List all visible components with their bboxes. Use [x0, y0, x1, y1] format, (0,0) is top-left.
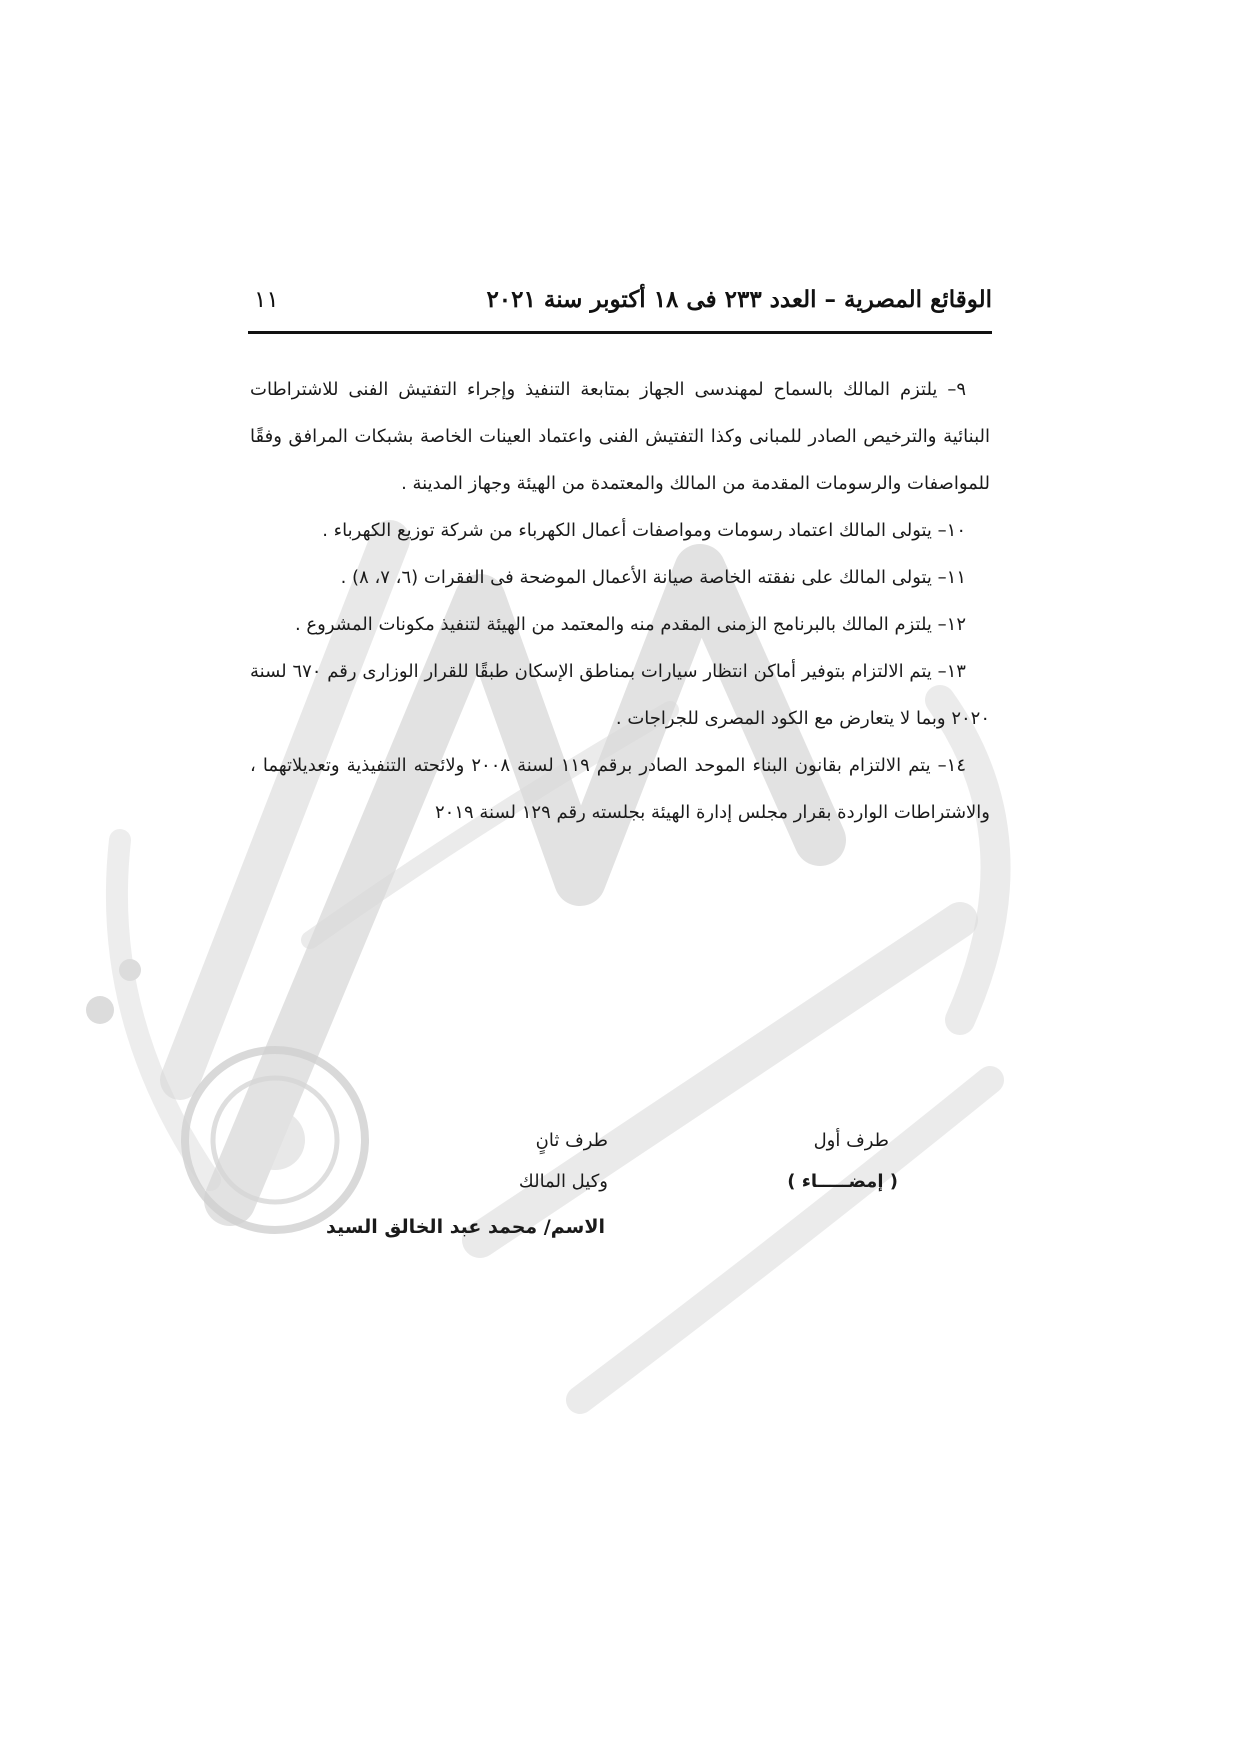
- clause-11: ١١– يتولى المالك على نفقته الخاصة صيانة الأعمال الموضحة فى الفقرات (٦، ٧، ٨) .: [340, 567, 966, 588]
- header-divider: [248, 331, 992, 334]
- clause-13: ١٣– يتم الالتزام بتوفير أماكن انتظار سيارات بمناطق الإسكان طبقًا للقرار الوزارى رقم ٦٧٠ لسنة ٢٠٢٠ وبما لا يتعارض مع الكود المصرى للجراجات .: [250, 661, 990, 729]
- second-party-name: الاسم/ محمد عبد الخالق السيد: [326, 1216, 605, 1238]
- clauses-list: [250, 366, 990, 836]
- first-party-signature: ( إمضـــــاء ): [787, 1171, 898, 1192]
- second-party-role: وكيل المالك: [518, 1171, 608, 1192]
- signature-block: [300, 1126, 920, 1266]
- gazette-title: الوقائع المصرية – العدد ٢٣٣ فى ١٨ أكتوبر سنة ٢٠٢١: [486, 286, 992, 313]
- clause-9: ٩– يلتزم المالك بالسماح لمهندسى الجهاز بمتابعة التنفيذ وإجراء التفتيش الفنى للاشتراطات البنائية والترخيص الصادر للمبانى وكذا التفتيش الفنى واعتماد العينات الخاصة بشبكات المرافق وفقًا للمواصفات والرسومات المقدمة من المالك والمعتمدة من الهيئة وجهاز المدينة .: [250, 379, 990, 494]
- clause-10: ١٠– يتولى المالك اعتماد رسومات ومواصفات أعمال الكهرباء من شركة توزيع الكهرباء .: [322, 520, 966, 541]
- clause-14: ١٤– يتم الالتزام بقانون البناء الموحد الصادر برقم ١١٩ لسنة ٢٠٠٨ ولائحته التنفيذية وتعديلاتهما ، والاشتراطات الواردة بقرار مجلس إدارة الهيئة بجلسته رقم ١٢٩ لسنة ٢٠١٩: [250, 755, 990, 823]
- clause-12: ١٢– يلتزم المالك بالبرنامج الزمنى المقدم منه والمعتمد من الهيئة لتنفيذ مكونات المشروع .: [294, 614, 966, 635]
- first-party-label: طرف أول: [813, 1130, 889, 1151]
- gazette-header: [248, 282, 992, 326]
- page-number: ١١: [254, 287, 279, 313]
- second-party-label: طرف ثانٍ: [535, 1130, 608, 1151]
